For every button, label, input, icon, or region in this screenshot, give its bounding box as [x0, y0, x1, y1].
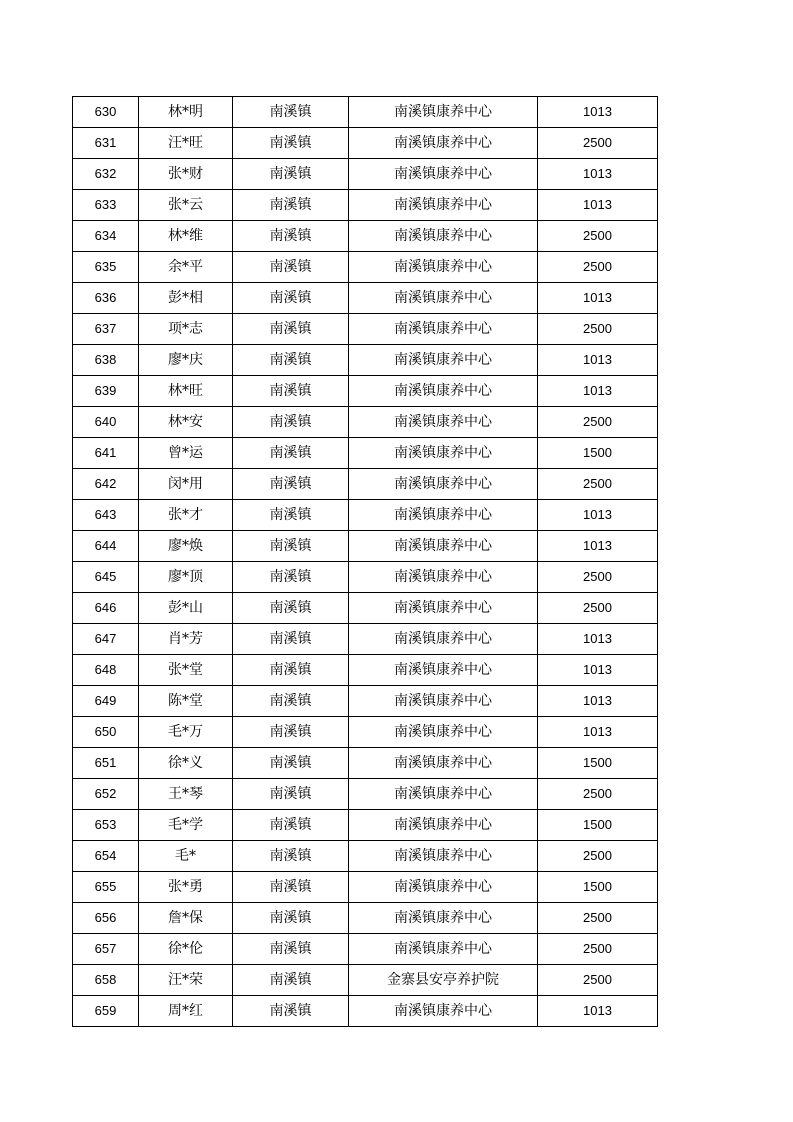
amount-cell: 2500 [538, 779, 658, 810]
town-cell: 南溪镇 [233, 97, 349, 128]
row-number-cell: 631 [73, 128, 139, 159]
table-row [73, 128, 658, 159]
person-name-cell: 毛*万 [139, 717, 233, 748]
amount-cell: 2500 [538, 128, 658, 159]
person-name-cell: 廖*焕 [139, 531, 233, 562]
table-row [73, 252, 658, 283]
institution-cell: 南溪镇康养中心 [349, 934, 538, 965]
amount-cell: 1013 [538, 996, 658, 1027]
table-row [73, 531, 658, 562]
person-name-cell: 张*才 [139, 500, 233, 531]
amount-cell: 2500 [538, 252, 658, 283]
institution-cell: 南溪镇康养中心 [349, 717, 538, 748]
person-name-cell: 余*平 [139, 252, 233, 283]
amount-cell: 1500 [538, 872, 658, 903]
row-number-cell: 650 [73, 717, 139, 748]
amount-cell: 2500 [538, 841, 658, 872]
person-name-cell: 肖*芳 [139, 624, 233, 655]
amount-cell: 2500 [538, 407, 658, 438]
person-name-cell: 汪*旺 [139, 128, 233, 159]
town-cell: 南溪镇 [233, 531, 349, 562]
table-row [73, 655, 658, 686]
person-name-cell: 徐*义 [139, 748, 233, 779]
table-row [73, 159, 658, 190]
institution-cell: 南溪镇康养中心 [349, 593, 538, 624]
institution-cell: 南溪镇康养中心 [349, 872, 538, 903]
row-number-cell: 645 [73, 562, 139, 593]
town-cell: 南溪镇 [233, 283, 349, 314]
table-row [73, 500, 658, 531]
person-name-cell: 汪*荣 [139, 965, 233, 996]
row-number-cell: 636 [73, 283, 139, 314]
town-cell: 南溪镇 [233, 562, 349, 593]
row-number-cell: 655 [73, 872, 139, 903]
table-row [73, 996, 658, 1027]
person-name-cell: 廖*庆 [139, 345, 233, 376]
town-cell: 南溪镇 [233, 500, 349, 531]
person-name-cell: 周*红 [139, 996, 233, 1027]
institution-cell: 南溪镇康养中心 [349, 283, 538, 314]
amount-cell: 1013 [538, 500, 658, 531]
table-row [73, 376, 658, 407]
amount-cell: 1013 [538, 345, 658, 376]
records-table [72, 96, 658, 1027]
town-cell: 南溪镇 [233, 841, 349, 872]
institution-cell: 南溪镇康养中心 [349, 562, 538, 593]
row-number-cell: 651 [73, 748, 139, 779]
town-cell: 南溪镇 [233, 159, 349, 190]
town-cell: 南溪镇 [233, 438, 349, 469]
records-table-body [73, 97, 658, 1027]
town-cell: 南溪镇 [233, 810, 349, 841]
amount-cell: 2500 [538, 314, 658, 345]
person-name-cell: 徐*伦 [139, 934, 233, 965]
institution-cell: 南溪镇康养中心 [349, 810, 538, 841]
row-number-cell: 647 [73, 624, 139, 655]
institution-cell: 南溪镇康养中心 [349, 438, 538, 469]
table-row [73, 934, 658, 965]
row-number-cell: 659 [73, 996, 139, 1027]
town-cell: 南溪镇 [233, 624, 349, 655]
table-row [73, 748, 658, 779]
table-row [73, 314, 658, 345]
table-row [73, 593, 658, 624]
town-cell: 南溪镇 [233, 717, 349, 748]
person-name-cell: 张*堂 [139, 655, 233, 686]
person-name-cell: 王*琴 [139, 779, 233, 810]
person-name-cell: 项*志 [139, 314, 233, 345]
person-name-cell: 曾*运 [139, 438, 233, 469]
table-row [73, 717, 658, 748]
table-row [73, 872, 658, 903]
amount-cell: 1013 [538, 624, 658, 655]
amount-cell: 2500 [538, 221, 658, 252]
row-number-cell: 634 [73, 221, 139, 252]
town-cell: 南溪镇 [233, 345, 349, 376]
institution-cell: 南溪镇康养中心 [349, 903, 538, 934]
row-number-cell: 633 [73, 190, 139, 221]
amount-cell: 2500 [538, 469, 658, 500]
town-cell: 南溪镇 [233, 376, 349, 407]
town-cell: 南溪镇 [233, 903, 349, 934]
person-name-cell: 林*安 [139, 407, 233, 438]
table-row [73, 686, 658, 717]
row-number-cell: 639 [73, 376, 139, 407]
town-cell: 南溪镇 [233, 965, 349, 996]
person-name-cell: 彭*相 [139, 283, 233, 314]
amount-cell: 2500 [538, 934, 658, 965]
institution-cell: 南溪镇康养中心 [349, 345, 538, 376]
person-name-cell: 张*勇 [139, 872, 233, 903]
institution-cell: 南溪镇康养中心 [349, 500, 538, 531]
person-name-cell: 彭*山 [139, 593, 233, 624]
table-row [73, 407, 658, 438]
institution-cell: 南溪镇康养中心 [349, 159, 538, 190]
person-name-cell: 张*云 [139, 190, 233, 221]
table-row [73, 965, 658, 996]
town-cell: 南溪镇 [233, 252, 349, 283]
institution-cell: 金寨县安亭养护院 [349, 965, 538, 996]
person-name-cell: 詹*保 [139, 903, 233, 934]
row-number-cell: 656 [73, 903, 139, 934]
person-name-cell: 林*旺 [139, 376, 233, 407]
institution-cell: 南溪镇康养中心 [349, 407, 538, 438]
institution-cell: 南溪镇康养中心 [349, 996, 538, 1027]
row-number-cell: 652 [73, 779, 139, 810]
person-name-cell: 毛*学 [139, 810, 233, 841]
table-row [73, 221, 658, 252]
town-cell: 南溪镇 [233, 779, 349, 810]
table-row [73, 469, 658, 500]
institution-cell: 南溪镇康养中心 [349, 748, 538, 779]
amount-cell: 1013 [538, 717, 658, 748]
town-cell: 南溪镇 [233, 593, 349, 624]
person-name-cell: 陈*堂 [139, 686, 233, 717]
table-row [73, 190, 658, 221]
institution-cell: 南溪镇康养中心 [349, 190, 538, 221]
institution-cell: 南溪镇康养中心 [349, 376, 538, 407]
amount-cell: 1013 [538, 159, 658, 190]
institution-cell: 南溪镇康养中心 [349, 686, 538, 717]
town-cell: 南溪镇 [233, 128, 349, 159]
institution-cell: 南溪镇康养中心 [349, 469, 538, 500]
row-number-cell: 654 [73, 841, 139, 872]
person-name-cell: 毛* [139, 841, 233, 872]
institution-cell: 南溪镇康养中心 [349, 655, 538, 686]
row-number-cell: 632 [73, 159, 139, 190]
amount-cell: 2500 [538, 562, 658, 593]
row-number-cell: 635 [73, 252, 139, 283]
town-cell: 南溪镇 [233, 221, 349, 252]
town-cell: 南溪镇 [233, 190, 349, 221]
person-name-cell: 林*明 [139, 97, 233, 128]
table-row [73, 97, 658, 128]
town-cell: 南溪镇 [233, 934, 349, 965]
amount-cell: 1013 [538, 686, 658, 717]
row-number-cell: 643 [73, 500, 139, 531]
table-row [73, 562, 658, 593]
amount-cell: 2500 [538, 965, 658, 996]
row-number-cell: 630 [73, 97, 139, 128]
table-row [73, 779, 658, 810]
row-number-cell: 646 [73, 593, 139, 624]
table-row [73, 903, 658, 934]
row-number-cell: 657 [73, 934, 139, 965]
town-cell: 南溪镇 [233, 748, 349, 779]
amount-cell: 1013 [538, 655, 658, 686]
town-cell: 南溪镇 [233, 655, 349, 686]
table-row [73, 841, 658, 872]
table-row [73, 283, 658, 314]
town-cell: 南溪镇 [233, 469, 349, 500]
row-number-cell: 649 [73, 686, 139, 717]
person-name-cell: 闵*用 [139, 469, 233, 500]
amount-cell: 1013 [538, 283, 658, 314]
row-number-cell: 658 [73, 965, 139, 996]
person-name-cell: 张*财 [139, 159, 233, 190]
row-number-cell: 640 [73, 407, 139, 438]
row-number-cell: 653 [73, 810, 139, 841]
amount-cell: 1013 [538, 190, 658, 221]
town-cell: 南溪镇 [233, 407, 349, 438]
amount-cell: 2500 [538, 903, 658, 934]
row-number-cell: 641 [73, 438, 139, 469]
amount-cell: 1013 [538, 376, 658, 407]
institution-cell: 南溪镇康养中心 [349, 841, 538, 872]
table-row [73, 624, 658, 655]
row-number-cell: 644 [73, 531, 139, 562]
table-row [73, 810, 658, 841]
town-cell: 南溪镇 [233, 686, 349, 717]
amount-cell: 1013 [538, 97, 658, 128]
institution-cell: 南溪镇康养中心 [349, 779, 538, 810]
row-number-cell: 637 [73, 314, 139, 345]
amount-cell: 1500 [538, 810, 658, 841]
institution-cell: 南溪镇康养中心 [349, 128, 538, 159]
row-number-cell: 648 [73, 655, 139, 686]
institution-cell: 南溪镇康养中心 [349, 252, 538, 283]
town-cell: 南溪镇 [233, 314, 349, 345]
table-row [73, 438, 658, 469]
town-cell: 南溪镇 [233, 872, 349, 903]
town-cell: 南溪镇 [233, 996, 349, 1027]
institution-cell: 南溪镇康养中心 [349, 97, 538, 128]
row-number-cell: 638 [73, 345, 139, 376]
institution-cell: 南溪镇康养中心 [349, 531, 538, 562]
institution-cell: 南溪镇康养中心 [349, 624, 538, 655]
institution-cell: 南溪镇康养中心 [349, 314, 538, 345]
amount-cell: 1500 [538, 438, 658, 469]
person-name-cell: 廖*顶 [139, 562, 233, 593]
amount-cell: 1500 [538, 748, 658, 779]
institution-cell: 南溪镇康养中心 [349, 221, 538, 252]
table-row [73, 345, 658, 376]
amount-cell: 1013 [538, 531, 658, 562]
person-name-cell: 林*维 [139, 221, 233, 252]
row-number-cell: 642 [73, 469, 139, 500]
amount-cell: 2500 [538, 593, 658, 624]
